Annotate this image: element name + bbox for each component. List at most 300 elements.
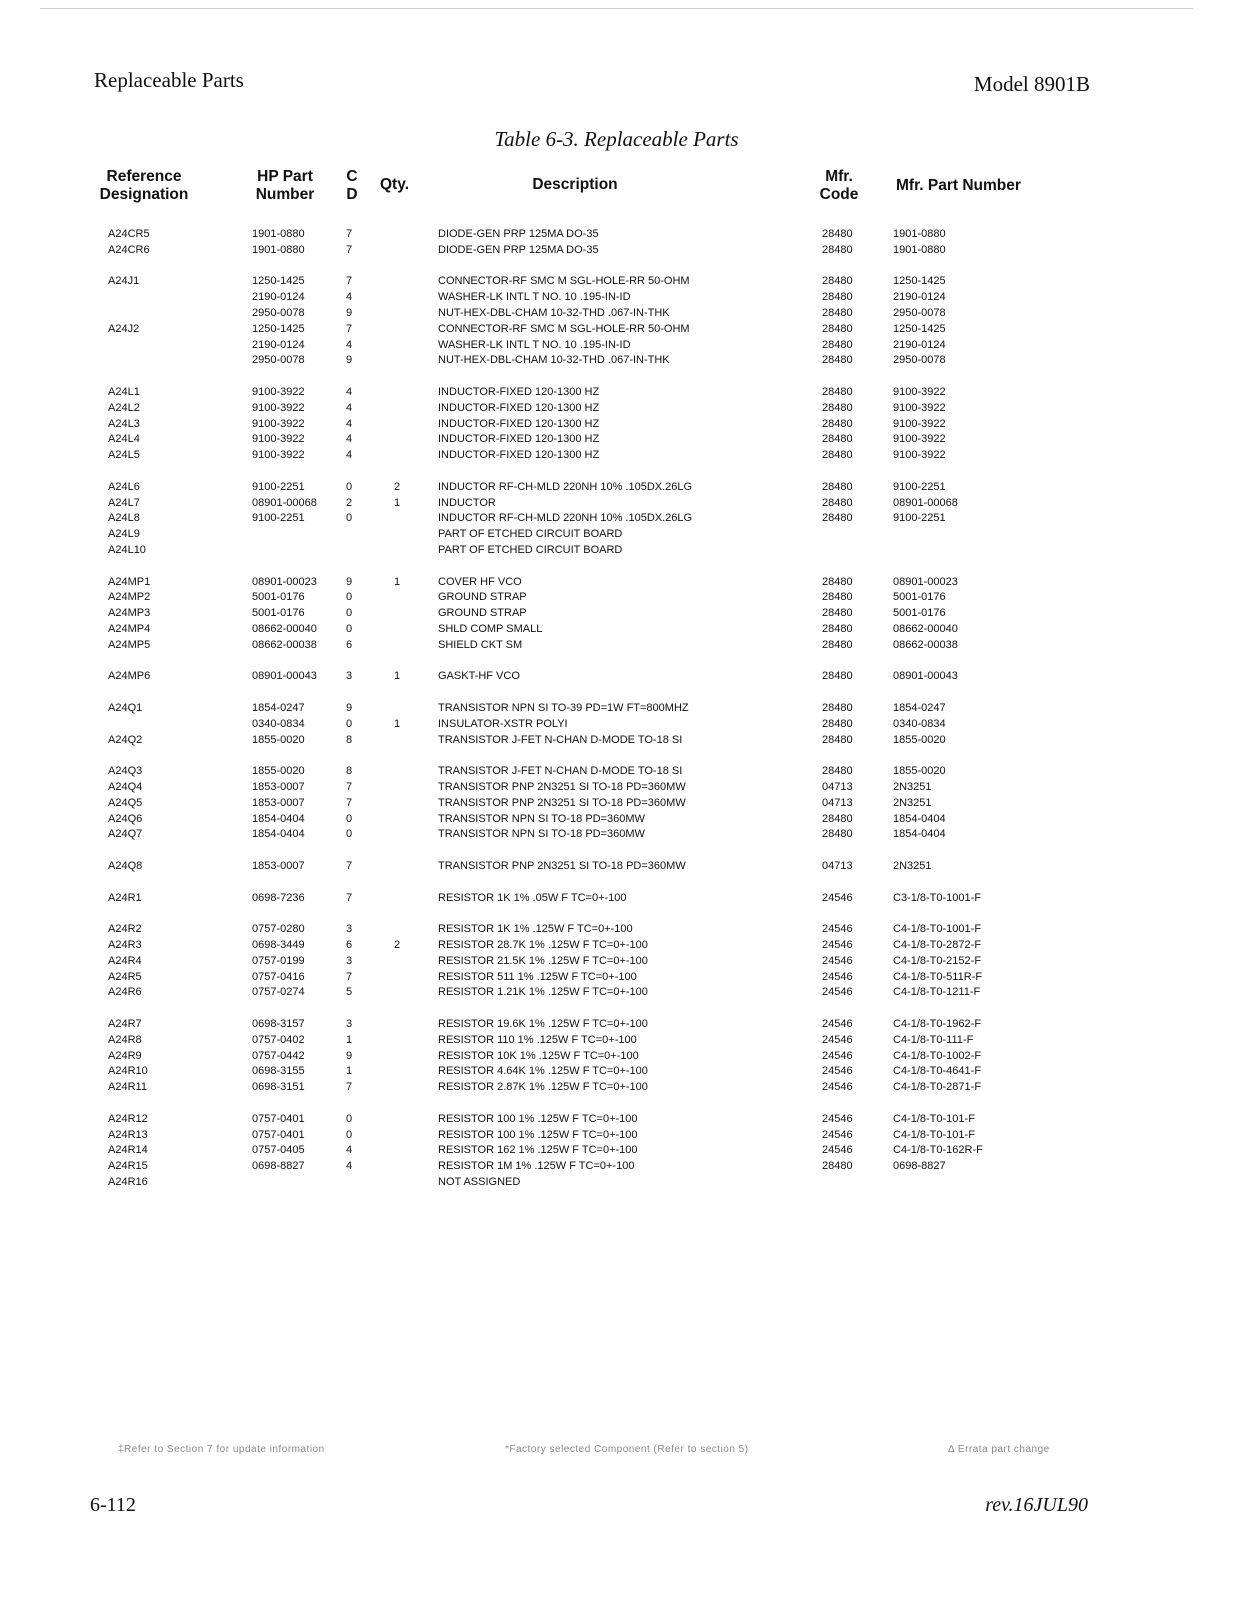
ref-designation: A24L5 [108, 449, 140, 462]
table-row [0, 827, 1233, 842]
description: GASKT-HF VCO [438, 670, 520, 683]
mfr-part-number: C4-1/8-T0-4641-F [893, 1065, 982, 1078]
col-mfr-part-number: Mfr. Part Number [896, 177, 1021, 194]
col-ref-line1: Reference [106, 168, 182, 185]
hp-part-number: 5001-0176 [252, 607, 305, 620]
table-row [0, 938, 1233, 953]
mfr-part-number: 2N3251 [893, 860, 932, 872]
footnote-errata: Δ Errata part change [948, 1444, 1050, 1455]
table-row [0, 764, 1233, 779]
mfr-code: 28480 [822, 322, 853, 335]
hp-part-number: 0757-0402 [252, 1033, 305, 1046]
table-row [0, 922, 1233, 937]
table-row [0, 243, 1233, 258]
cd-digit: 7 [346, 796, 353, 809]
mfr-code: 28480 [822, 670, 853, 683]
mfr-part-number: 9100-3922 [893, 417, 946, 430]
cd-digit: 0 [346, 812, 353, 825]
ref-designation: A24J1 [108, 275, 140, 288]
mfr-code: 28480 [822, 812, 853, 825]
ref-designation: A24MP6 [108, 670, 151, 683]
table-row [0, 1128, 1233, 1143]
ref-designation: A24L7 [108, 496, 140, 509]
mfr-part-number: 5001-0176 [893, 591, 946, 604]
mfr-part-number: 5001-0176 [893, 607, 946, 620]
section-header: Replaceable Parts [94, 68, 244, 92]
cd-digit: 4 [346, 417, 353, 430]
ref-designation: A24R4 [108, 954, 142, 967]
ref-designation: A24R10 [108, 1065, 148, 1078]
mfr-part-number: 1855-0020 [893, 765, 946, 778]
cd-digit: 0 [346, 623, 353, 635]
hp-part-number: 0698-3449 [252, 939, 305, 951]
table-row [0, 274, 1233, 289]
ref-designation: A24Q3 [108, 765, 143, 778]
description: INDUCTOR RF-CH-MLD 220NH 10% .105DX.26LG [438, 512, 693, 525]
cd-digit: 4 [346, 1144, 353, 1157]
qty: 2 [394, 480, 401, 493]
hp-part-number: 0757-0442 [252, 1049, 305, 1062]
description: WASHER-LK INTL T NO. 10 .195-IN-ID [438, 338, 631, 351]
ref-designation: A24R6 [108, 986, 142, 999]
table-row [0, 859, 1233, 874]
table-row [0, 1175, 1233, 1190]
description: SHIELD CKT SM [438, 638, 523, 651]
mfr-code: 28480 [822, 307, 853, 319]
cd-digit: 0 [346, 480, 353, 493]
ref-designation: A24L3 [108, 417, 140, 430]
cd-digit: 0 [346, 1128, 353, 1141]
qty: 1 [394, 670, 401, 683]
col-hp-line1: HP Part [257, 168, 313, 185]
mfr-code: 28480 [822, 512, 853, 525]
table-row [0, 353, 1233, 368]
mfr-part-number: 9100-2251 [893, 512, 946, 525]
description: GROUND STRAP [438, 591, 527, 604]
table-row [0, 985, 1233, 1000]
description: INDUCTOR-FIXED 120-1300 HZ [438, 417, 600, 430]
mfr-code: 28480 [822, 765, 853, 778]
cd-digit: 7 [346, 970, 353, 983]
description: RESISTOR 2.87K 1% .125W F TC=0+-100 [438, 1081, 648, 1094]
description: INDUCTOR-FIXED 120-1300 HZ [438, 386, 600, 398]
table-row [0, 812, 1233, 827]
table-row [0, 638, 1233, 653]
mfr-code: 28480 [822, 575, 853, 588]
hp-part-number: 1853-0007 [252, 796, 305, 809]
cd-digit: 2 [346, 496, 353, 509]
mfr-code: 24546 [822, 1128, 853, 1141]
col-qty: Qty. [380, 176, 409, 193]
mfr-part-number: 9100-3922 [893, 401, 946, 414]
mfr-part-number: C4-1/8-T0-2871-F [893, 1081, 982, 1094]
revision-date: rev.16JUL90 [985, 1494, 1088, 1516]
mfr-code: 28480 [822, 275, 853, 288]
description: DIODE-GEN PRP 125MA DO-35 [438, 243, 599, 256]
description: INSULATOR-XSTR POLYI [438, 717, 568, 730]
description: RESISTOR 100 1% .125W F TC=0+-100 [438, 1112, 638, 1125]
table-row [0, 448, 1233, 463]
mfr-part-number: 9100-3922 [893, 449, 946, 462]
table-title: Table 6-3. Replaceable Parts [494, 127, 739, 151]
hp-part-number: 1853-0007 [252, 860, 305, 872]
description: NUT-HEX-DBL-CHAM 10-32-THD .067-IN-THK [438, 307, 670, 319]
col-hp-line2: Number [255, 186, 315, 203]
description: COVER HF VCO [438, 575, 522, 588]
hp-part-number: 0340-0834 [252, 717, 305, 730]
mfr-part-number: C4-1/8-T0-1211-F [893, 986, 981, 999]
table-row [0, 480, 1233, 495]
mfr-code: 04713 [822, 860, 853, 872]
description: TRANSISTOR J-FET N-CHAN D-MODE TO-18 SI [438, 765, 683, 778]
description: RESISTOR 10K 1% .125W F TC=0+-100 [438, 1049, 639, 1062]
table-row [0, 432, 1233, 447]
mfr-code: 24546 [822, 1144, 853, 1157]
hp-part-number: 1855-0020 [252, 765, 305, 778]
mfr-part-number: 1855-0020 [893, 733, 946, 746]
hp-part-number: 9100-3922 [252, 386, 305, 398]
table-row [0, 322, 1233, 337]
mfr-code: 24546 [822, 923, 853, 936]
description: TRANSISTOR NPN SI TO-39 PD=1W FT=800MHZ [438, 702, 689, 714]
ref-designation: A24R3 [108, 939, 142, 951]
cd-digit: 0 [346, 1112, 353, 1125]
cd-digit: 7 [346, 228, 353, 240]
description: TRANSISTOR NPN SI TO-18 PD=360MW [438, 812, 645, 825]
cd-digit: 4 [346, 386, 353, 398]
ref-designation: A24MP2 [108, 591, 151, 604]
description: TRANSISTOR PNP 2N3251 SI TO-18 PD=360MW [438, 781, 686, 793]
description: INDUCTOR-FIXED 120-1300 HZ [438, 433, 600, 446]
description: WASHER-LK INTL T NO. 10 .195-IN-ID [438, 291, 631, 304]
mfr-part-number: C4-1/8-T0-111-F [893, 1033, 974, 1046]
mfr-part-number: 1854-0404 [893, 812, 946, 825]
mfr-part-number: 08662-00040 [893, 623, 958, 635]
cd-digit: 9 [346, 354, 353, 367]
ref-designation: A24J2 [108, 322, 140, 335]
cd-digit: 7 [346, 243, 353, 256]
hp-part-number: 08901-00023 [252, 575, 317, 588]
hp-part-number: 1855-0020 [252, 733, 305, 746]
page-number: 6-112 [90, 1494, 136, 1516]
ref-designation: A24R8 [108, 1033, 142, 1046]
description: INDUCTOR-FIXED 120-1300 HZ [438, 401, 600, 414]
mfr-part-number: C3-1/8-T0-1001-F [893, 891, 982, 904]
cd-digit: 6 [346, 939, 353, 951]
cd-digit: 7 [346, 860, 353, 872]
description: INDUCTOR RF-CH-MLD 220NH 10% .105DX.26LG [438, 480, 693, 493]
mfr-code: 24546 [822, 970, 853, 983]
hp-part-number: 5001-0176 [252, 591, 305, 604]
qty: 1 [394, 717, 401, 730]
table-row [0, 796, 1233, 811]
cd-digit: 4 [346, 449, 353, 462]
cd-digit: 9 [346, 702, 353, 714]
table-row [0, 575, 1233, 590]
table-row [0, 701, 1233, 716]
table-row [0, 891, 1233, 906]
mfr-code: 28480 [822, 607, 853, 620]
cd-digit: 4 [346, 401, 353, 414]
cd-digit: 0 [346, 607, 353, 620]
col-ref-line2: Designation [99, 186, 189, 203]
cd-digit: 1 [346, 1065, 353, 1078]
hp-part-number: 08662-00038 [252, 638, 317, 651]
ref-designation: A24R13 [108, 1128, 148, 1141]
ref-designation: A24L1 [108, 386, 140, 398]
mfr-code: 24546 [822, 1033, 853, 1046]
hp-part-number: 1901-0880 [252, 228, 305, 240]
table-row [0, 733, 1233, 748]
description: RESISTOR 1K 1% .125W F TC=0+-100 [438, 923, 633, 936]
mfr-part-number: C4-1/8-T0-101-F [893, 1128, 975, 1141]
mfr-code: 28480 [822, 1160, 853, 1173]
hp-part-number: 0698-3155 [252, 1065, 305, 1078]
mfr-code: 24546 [822, 1049, 853, 1062]
mfr-code: 28480 [822, 702, 853, 714]
hp-part-number: 2950-0078 [252, 307, 305, 319]
cd-digit: 5 [346, 986, 353, 999]
hp-part-number: 08662-00040 [252, 623, 317, 635]
mfr-code: 28480 [822, 433, 853, 446]
description: RESISTOR 21.5K 1% .125W F TC=0+-100 [438, 954, 648, 967]
hp-part-number: 9100-2251 [252, 480, 305, 493]
description: RESISTOR 1M 1% .125W F TC=0+-100 [438, 1160, 635, 1173]
mfr-code: 28480 [822, 401, 853, 414]
footnote-update: ‡Refer to Section 7 for update information [118, 1444, 325, 1455]
table-row [0, 1143, 1233, 1158]
ref-designation: A24R11 [108, 1081, 147, 1094]
hp-part-number: 1854-0404 [252, 828, 305, 841]
col-cd-line2: D [346, 186, 358, 203]
mfr-part-number: 08662-00038 [893, 638, 958, 651]
description: RESISTOR 1K 1% .05W F TC=0+-100 [438, 891, 627, 904]
ref-designation: A24R14 [108, 1144, 148, 1157]
ref-designation: A24R2 [108, 923, 142, 936]
table-row [0, 1017, 1233, 1032]
mfr-code: 28480 [822, 733, 853, 746]
cd-digit: 7 [346, 781, 353, 793]
table-row [0, 1064, 1233, 1079]
cd-digit: 8 [346, 733, 353, 746]
table-row [0, 496, 1233, 511]
mfr-code: 28480 [822, 338, 853, 351]
ref-designation: A24L9 [108, 528, 140, 541]
model-header: Model 8901B [973, 72, 1090, 96]
table-row [0, 954, 1233, 969]
ref-designation: A24Q5 [108, 796, 143, 809]
mfr-code: 28480 [822, 828, 853, 841]
mfr-part-number: C4-1/8-T0-1001-F [893, 923, 982, 936]
ref-designation: A24R12 [108, 1112, 148, 1125]
qty: 1 [394, 575, 401, 588]
description: NUT-HEX-DBL-CHAM 10-32-THD .067-IN-THK [438, 354, 670, 367]
mfr-part-number: 1854-0247 [893, 702, 946, 714]
mfr-code: 24546 [822, 1112, 853, 1125]
cd-digit: 4 [346, 338, 353, 351]
cd-digit: 7 [346, 322, 353, 335]
hp-part-number: 0757-0274 [252, 986, 305, 999]
mfr-code: 24546 [822, 1018, 853, 1030]
cd-digit: 1 [346, 1033, 353, 1046]
mfr-code: 28480 [822, 496, 853, 509]
hp-part-number: 1854-0247 [252, 702, 305, 714]
hp-part-number: 1854-0404 [252, 812, 305, 825]
mfr-part-number: 9100-2251 [893, 480, 946, 493]
mfr-code: 28480 [822, 386, 853, 398]
cd-digit: 9 [346, 575, 353, 588]
hp-part-number: 2950-0078 [252, 354, 305, 367]
cd-digit: 3 [346, 923, 353, 936]
cd-digit: 7 [346, 275, 353, 288]
cd-digit: 4 [346, 291, 353, 304]
description: RESISTOR 4.64K 1% .125W F TC=0+-100 [438, 1065, 648, 1078]
table-row [0, 669, 1233, 684]
ref-designation: A24MP1 [108, 575, 151, 588]
col-cd-line1: C [346, 168, 358, 185]
qty: 2 [394, 939, 401, 951]
description: CONNECTOR-RF SMC M SGL-HOLE-RR 50-OHM [438, 322, 690, 335]
ref-designation: A24Q1 [108, 702, 143, 714]
table-row [0, 306, 1233, 321]
hp-part-number: 9100-3922 [252, 449, 305, 462]
mfr-part-number: C4-1/8-T0-2872-F [893, 939, 982, 951]
description: RESISTOR 162 1% .125W F TC=0+-100 [438, 1144, 638, 1157]
ref-designation: A24MP3 [108, 607, 151, 620]
ref-designation: A24Q6 [108, 812, 143, 825]
mfr-part-number: 08901-00023 [893, 575, 958, 588]
mfr-part-number: C4-1/8-T0-2152-F [893, 954, 982, 967]
ref-designation: A24CR5 [108, 228, 150, 240]
hp-part-number: 2190-0124 [252, 291, 305, 304]
mfr-code: 28480 [822, 417, 853, 430]
table-row [0, 543, 1233, 558]
ref-designation: A24MP4 [108, 623, 151, 635]
table-row [0, 590, 1233, 605]
ref-designation: A24MP5 [108, 638, 151, 651]
description: TRANSISTOR J-FET N-CHAN D-MODE TO-18 SI [438, 733, 683, 746]
hp-part-number: 9100-3922 [252, 433, 305, 446]
table-row [0, 511, 1233, 526]
mfr-code: 04713 [822, 796, 853, 809]
table-row [0, 780, 1233, 795]
description: RESISTOR 511 1% .125W F TC=0+-100 [438, 970, 637, 983]
mfr-part-number: 1250-1425 [893, 322, 946, 335]
cd-digit: 0 [346, 591, 353, 604]
description: INDUCTOR-FIXED 120-1300 HZ [438, 449, 600, 462]
hp-part-number: 9100-2251 [252, 512, 305, 525]
ref-designation: A24R16 [108, 1176, 148, 1188]
mfr-code: 24546 [822, 1065, 853, 1078]
mfr-code: 04713 [822, 781, 853, 793]
qty: 1 [394, 496, 401, 509]
description: TRANSISTOR NPN SI TO-18 PD=360MW [438, 828, 645, 841]
mfr-part-number: 08901-00043 [893, 670, 958, 683]
ref-designation: A24R5 [108, 970, 142, 983]
table-row [0, 290, 1233, 305]
table-row [0, 717, 1233, 732]
col-description: Description [532, 176, 618, 193]
hp-part-number: 0757-0405 [252, 1144, 305, 1157]
hp-part-number: 2190-0124 [252, 338, 305, 351]
ref-designation: A24L8 [108, 512, 140, 525]
description: DIODE-GEN PRP 125MA DO-35 [438, 228, 599, 240]
cd-digit: 0 [346, 717, 353, 730]
mfr-part-number: 1250-1425 [893, 275, 946, 288]
mfr-part-number: 2190-0124 [893, 291, 946, 304]
mfr-code: 24546 [822, 891, 853, 904]
cd-digit: 4 [346, 433, 353, 446]
mfr-code: 24546 [822, 954, 853, 967]
ref-designation: A24R9 [108, 1049, 142, 1062]
table-row [0, 385, 1233, 400]
mfr-code: 28480 [822, 228, 853, 240]
cd-digit: 0 [346, 828, 353, 841]
ref-designation: A24Q7 [108, 828, 143, 841]
description: RESISTOR 1.21K 1% .125W F TC=0+-100 [438, 986, 648, 999]
description: INDUCTOR [438, 496, 496, 509]
cd-digit: 3 [346, 954, 353, 967]
mfr-code: 24546 [822, 1081, 853, 1094]
table-row [0, 527, 1233, 542]
cd-digit: 7 [346, 1081, 353, 1094]
cd-digit: 9 [346, 1049, 353, 1062]
ref-designation: A24L4 [108, 433, 140, 446]
mfr-code: 28480 [822, 449, 853, 462]
table-row [0, 338, 1233, 353]
description: PART OF ETCHED CIRCUIT BOARD [438, 528, 623, 541]
table-row [0, 970, 1233, 985]
hp-part-number: 0698-8827 [252, 1160, 305, 1173]
table-row [0, 606, 1233, 621]
table-row [0, 1033, 1233, 1048]
col-code-line2: Code [819, 186, 859, 203]
mfr-part-number: 1901-0880 [893, 243, 946, 256]
cd-digit: 4 [346, 1160, 353, 1173]
hp-part-number: 0698-3151 [252, 1081, 305, 1094]
table-row [0, 1049, 1233, 1064]
cd-digit: 3 [346, 670, 353, 683]
mfr-code: 28480 [822, 243, 853, 256]
mfr-part-number: 2950-0078 [893, 307, 946, 319]
mfr-part-number: 2N3251 [893, 781, 932, 793]
table-row [0, 1112, 1233, 1127]
ref-designation: A24L10 [108, 544, 146, 556]
mfr-code: 28480 [822, 291, 853, 304]
mfr-part-number: C4-1/8-T0-511R-F [893, 970, 983, 983]
hp-part-number: 0757-0199 [252, 954, 305, 967]
hp-part-number: 08901-00043 [252, 670, 317, 683]
hp-part-number: 08901-00068 [252, 496, 317, 509]
description: CONNECTOR-RF SMC M SGL-HOLE-RR 50-OHM [438, 275, 690, 288]
cd-digit: 6 [346, 638, 353, 651]
description: TRANSISTOR PNP 2N3251 SI TO-18 PD=360MW [438, 860, 686, 872]
hp-part-number: 0757-0280 [252, 923, 305, 936]
mfr-code: 28480 [822, 717, 853, 730]
mfr-part-number: C4-1/8-T0-101-F [893, 1112, 975, 1125]
description: GROUND STRAP [438, 607, 527, 620]
hp-part-number: 1250-1425 [252, 322, 305, 335]
ref-designation: A24Q8 [108, 860, 143, 872]
footnote-factory-selected: *Factory selected Component (Refer to section 5) [505, 1444, 749, 1455]
description: TRANSISTOR PNP 2N3251 SI TO-18 PD=360MW [438, 796, 686, 809]
description: RESISTOR 28.7K 1% .125W F TC=0+-100 [438, 939, 648, 951]
mfr-part-number: 2950-0078 [893, 354, 946, 367]
table-row [0, 417, 1233, 432]
description: SHLD COMP SMALL [438, 623, 543, 635]
table-row [0, 1159, 1233, 1174]
cd-digit: 0 [346, 512, 353, 525]
